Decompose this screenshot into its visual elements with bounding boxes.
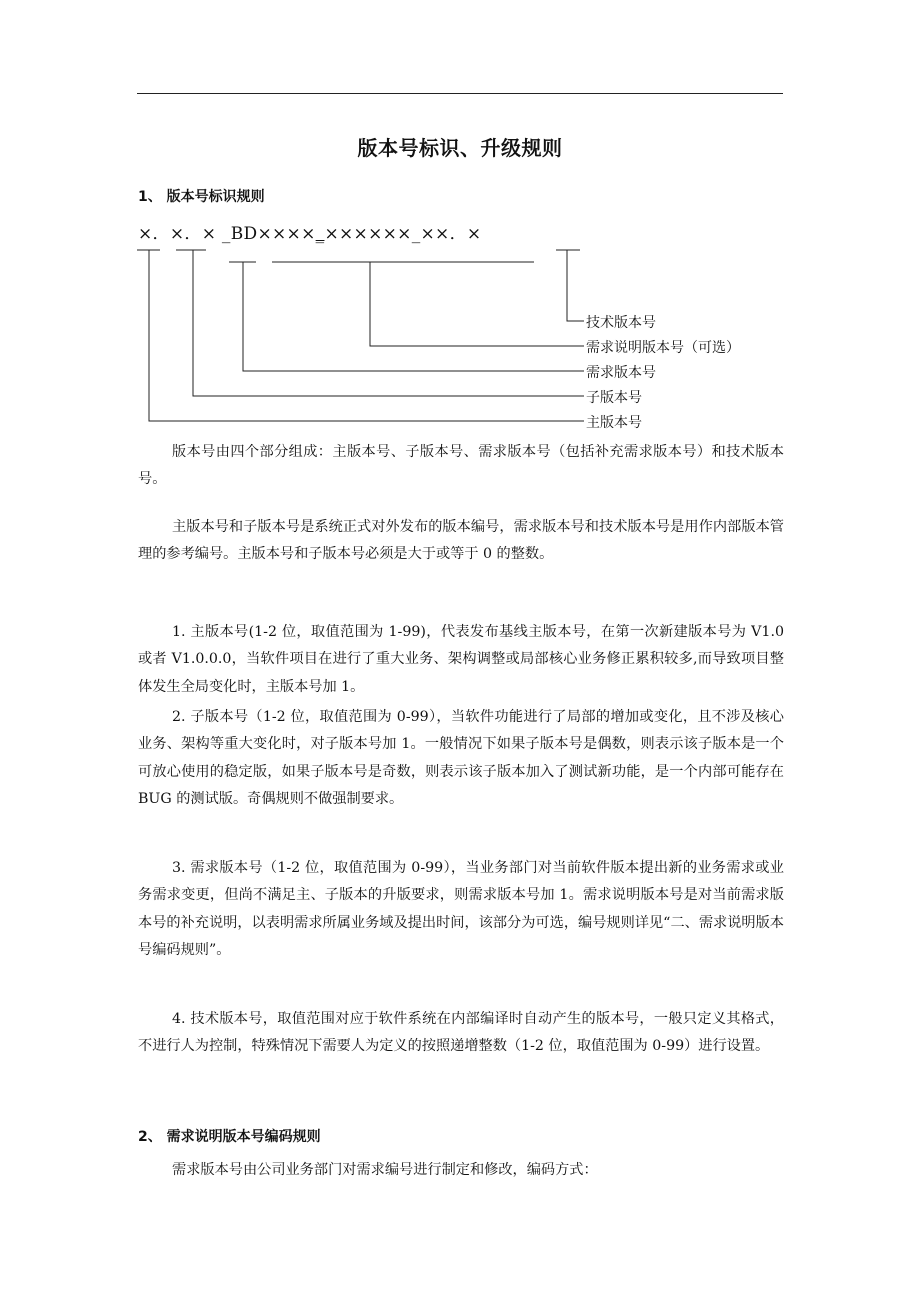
paragraph-req-version: 3. 需求版本号（1-2 位，取值范围为 0-99），当业务部门对当前软件版本提出新的业务需求或业务需求变更，但尚不满足主、子版本的升版要求，则需求版本号加 1。需求说明版本号是对当前需求版本号的补充说明，以表明需求所属业务域及提出时间，该部分为可选，编号规则详见“二、需求说明版本号编码规则”。 [138, 860, 784, 958]
label-sub-version: 子版本号 [586, 390, 642, 406]
paragraph-tech-version: 4. 技术版本号，取值范围对应于软件系统在内部编译时自动产生的版本号，一般只定义其格式，不进行人为控制，特殊情况下需要人为定义的按照递增整数（1-2 位，取值范围为 0-99）进行设置。 [138, 1011, 784, 1055]
page-title: 版本号标识、升级规则 [357, 136, 563, 160]
version-code-part-b: _ [315, 224, 325, 244]
label-tech-version: 技术版本号 [586, 315, 656, 331]
paragraph-sub-version: 2. 子版本号（1-2 位，取值范围为 0-99），当软件功能进行了局部的增加或变化，且不涉及核心业务、架构等重大变化时，对子版本号加 1。一般情况下如果子版本号是偶数，则表示该子版本是一个可放心使用的稳定版，如果子版本号是奇数，则表示该子版本加入了测试新功能，是一个内部可能存在 BUG 的测试版。奇偶规则不做强制要求。 [138, 709, 784, 807]
paragraph-overview: 版本号由四个部分组成：主版本号、子版本号、需求版本号（包括补充需求版本号）和技术版本号。 [138, 444, 784, 488]
req-desc-version-leader [370, 262, 584, 346]
req-version-leader [243, 262, 584, 371]
label-req-desc-version: 需求说明版本号（可选） [586, 340, 740, 356]
section-2-heading: 2、 需求说明版本号编码规则 [138, 1129, 321, 1145]
sub-version-leader [193, 250, 584, 396]
label-main-version: 主版本号 [586, 415, 642, 431]
paragraph-section-2: 需求版本号由公司业务部门对需求编号进行制定和修改，编码方式： [172, 1162, 598, 1178]
version-structure-diagram [0, 0, 920, 440]
main-version-leader [149, 250, 584, 421]
section-1-heading: 1、 版本号标识规则 [138, 189, 265, 205]
tech-version-leader [567, 250, 584, 321]
paragraph-version-purpose: 主版本号和子版本号是系统正式对外发布的版本编号，需求版本号和技术版本号是用作内部版本管理的参考编号。主版本号和子版本号必须是大于或等于 0 的整数。 [138, 519, 784, 563]
paragraph-main-version: 1. 主版本号(1-2 位，取值范围为 1-99)，代表发布基线主版本号，在第一次新建版本号为 V1.0 或者 V1.0.0.0，当软件项目在进行了重大业务、架构调整或局部核心业务修正累积较多,而导致项目整体发生全局变化时，主版本号加 1。 [138, 624, 784, 695]
version-code-part-a: ×．×．× _BD×××× [138, 224, 316, 244]
version-code-part-c: ××××××_××．× [324, 224, 482, 244]
label-req-version: 需求版本号 [586, 365, 656, 381]
